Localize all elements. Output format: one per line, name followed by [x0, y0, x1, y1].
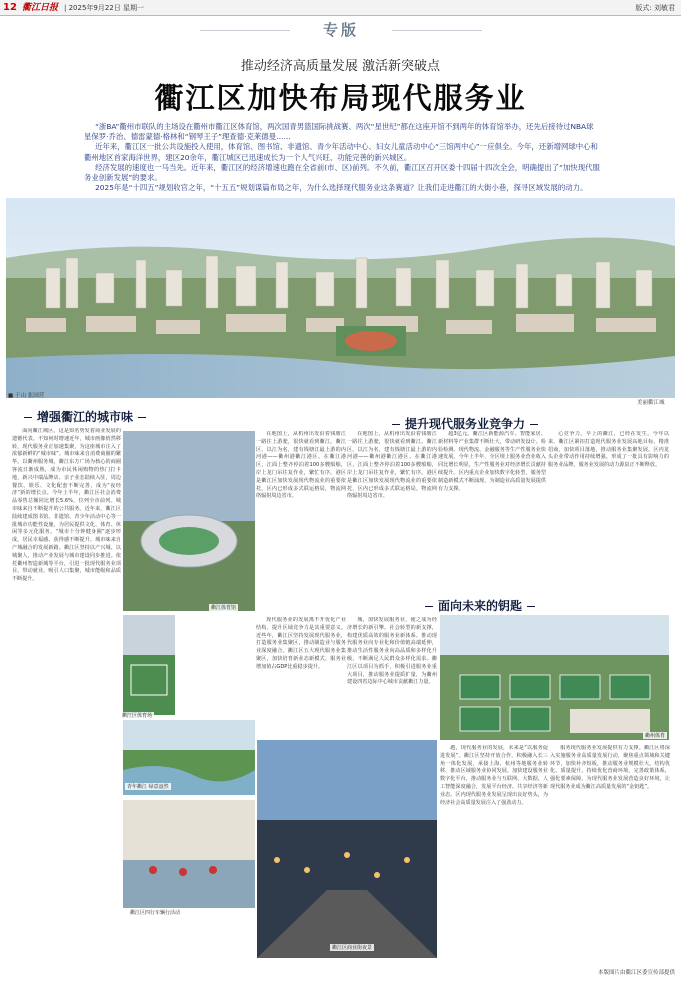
caption-sports-field: 衢江区体育场	[122, 713, 153, 719]
lead-paragraphs	[84, 122, 600, 193]
tag-rule-left	[200, 30, 290, 31]
body-column-5	[347, 431, 437, 591]
body-paragraph: 在地图上，从机州出发沿着钱塘江一路往上游驶，很快就看到衢江。衢江区，以江为名，建有钱塘江最上游的内河港——衢州港衢江港区。在衢江港区，江面上整齐停泊着100多艘船舶，岸上龙门吊往复作业，繁忙有序。港区是衢江区加快发展现代物流业的重要依托，区内已形成多式联运格局，物流网络辐射周边省市。	[256, 431, 346, 500]
issue-date: | 2025年9月22日 星期一	[64, 4, 144, 12]
column-tag: 专版	[322, 21, 359, 39]
headline: 衢江区加快布局现代服务业	[154, 81, 527, 115]
kicker: 推动经济高质量发展 激活新突破点	[240, 59, 441, 74]
body-paragraph: 心竞争力。早上的衢江，已经在发生。今年以来，衢江区紧扣打造现代服务业发展高地目标，精准招商，加快项目落地，推动服务业集聚发展。区内龙头企业带动作用持续增强，形成了一批具有影响力的服务业品牌，服务业发展的动力源泉正不断释放。	[548, 431, 669, 469]
page-header	[0, 0, 681, 16]
page-number: 12	[3, 2, 17, 13]
photo-night-street	[257, 740, 437, 958]
caption-tennis-center: 衢州体育	[645, 733, 666, 739]
body-column-7	[548, 431, 669, 611]
section-title-future-key: 面向未来的钥匙	[410, 597, 550, 614]
body-paragraph: 在地图上，从机州出发沿着钱塘江一路往上游驶，很快就看到衢江。衢江区，以江为名，建有钱塘江最上游的内河港——衢州港衢江港区。在衢江港区，江面上整齐停泊着100多艘船舶，岸上龙门吊往复作业，繁忙有序。港区是衢江区加快发展现代物流业的重要依托，区内已形成多式联运格局，物流网络辐射周边省市。	[347, 431, 437, 500]
main-aerial-photo	[6, 198, 675, 398]
editor-credit: 版式: 刘敏君	[635, 4, 675, 12]
body-paragraph: 超3亿元。衢江区新能源汽车、智能家居、新材料等产业集群不断壮大，带动研发设计、检验检测、现代物流、金融服务等生产性服务业快速发展。今年上半年，全区规上服务业营业收入同比增长明显，生产性服务业对经济增长贡献持续提升。区内重点企业加快数字化转型，服务型制造新模式不断涌现，为制造业高质量发展提供有力支撑。	[438, 431, 546, 492]
body-paragraph: 面向衢江城区，这是知名势发着商业发展的遗憾代表。不知何时增速近年，城市画像悄然移转，现代服务业正加速集聚，为这座城市注入了浓郁新鲜的“城市味”。城市味来自消费商圈的繁华。以衢州服务城，衢江东方广场为核心的商圈客流日渐成熟，成为市民休闲购物的热门打卡地，新兴中端品牌店、亲子业态陆续入驻，周边餐饮、娱乐、文化配套不断完善，成为“夜经济”新的增长点。今年上半年，衢江区社会消费品零售总额同比增长5.6%，位列全市前列。城市味来自不断提升的公共服务。近年来，衢江区陆续建成图书馆、非遗馆、青少年活动中心等一批城市功能性设施，为居民提供文化、体育、休闲等多元化服务。“城市十分钟健身圈”逐步形成，居民幸福感、获得感不断提升。城市味来自产城融合的发展新路。衢江区坚持以产兴城、以城聚人，推动产业发展与城市建设同步推进。依托衢州智造新城等平台，引进一批现代服务业项目，带动就业，吸引人口集聚，城市能级和品质不断提升。	[12, 428, 121, 583]
body-column-2	[256, 431, 346, 609]
paper-name: 衢江日报	[22, 3, 59, 13]
photo-caption: 美丽衢江城	[637, 400, 665, 406]
tag-rule-right	[392, 30, 482, 31]
caption-greenery: 青年衢江 绿意盎然	[127, 784, 169, 790]
caption-activities: 衢江区四行车辆行活动	[130, 910, 181, 916]
photo-sports-field	[123, 615, 175, 715]
footer-photo-credit: 本版图片由衢江区委宣传部提供	[597, 970, 675, 976]
lead-paragraph: 2025年是“十四五”规划收官之年，“十五五”规划谋篇布局之年，为什么选择现代服务业这条赛道？让我们走进衢江的大街小巷，探寻区域发展的动力。	[95, 183, 588, 193]
body-column-1	[12, 428, 121, 968]
lead-paragraph: 近年来，衢江区一批公共设施投入使用，体育馆、图书馆、非遗馆、青少年活动中心、妇女儿童活动中心“三馆两中心”一应俱全。今年，还新增网球中心和衢州地区首家海洋世界，建区20余年，衢江城区已迅速成长为一个人气兴旺、功能完善的新兴城区。	[84, 142, 598, 162]
section-title-competitiveness: 提升现代服务业竞争力	[375, 415, 555, 432]
photo-credit: ■ 于山 张国营	[8, 393, 45, 399]
photo-stadium	[123, 431, 255, 611]
body-paragraph: 越，现代服务业的发展，未来是“以服务促进发展”。衢江区坚持开放合作，积极融入长三角一体化发展，承接上海、杭州等地服务业转移，推动区域服务业协同发展。加快建设服务业数字化平台，推动服务业与互联网、大数据、人工智能深度融合，发展平台经济、共享经济等新业态。区内现代服务业发展呈现出良好势头，为经济社会高质量发展注入了强劲动力。	[440, 745, 548, 806]
caption-stadium: 衢江体育馆	[211, 605, 237, 611]
body-paragraph: 服务现代服务业发展提供有力支撑。衢江区将深入实施服务业高质量发展行动，聚焦重点领域和关键环节，加快补齐短板，推动服务业规模壮大、结构优化、质量提升。持续优化营商环境，完善政策体系，强化要素保障，为现代服务业发展营造良好环境，让现代服务业成为衢江高质量发展的“金钥匙”。	[550, 745, 670, 790]
lead-paragraph: 经济发展的速度也一马当先。近年来，衢江区的经济增速也跑在全省前(市、区)前列。不久前，衢江区召开区委十四届十四次全会，明确提出了“加快现代服务业创新发展”的要求。	[84, 162, 600, 183]
photo-tennis-center	[440, 615, 669, 740]
photo-activities	[123, 800, 255, 908]
body-column-9	[550, 745, 670, 965]
lead-paragraph: “浙BA”衢州市联队的主场设在衢州市衢江区体育馆，两次国青男篮国际挑战赛、两次“星世纪”都在这座开馆不到两年的体育馆举办，还先后接待过NBA球星保罗·乔治、德雷蒙德·格林和“钢琴王子”理查德·克莱德曼……	[84, 122, 594, 142]
body-paragraph: 城，加快发展服务业，使之成为经济增长的新引擎。社会转型的新支撑，构建优质高效的服务业新体系。推动现代服务业向专业化和价值链高端延伸，推动生活性服务业向高品质和多样化升级，不断满足人民群众多样化需求。衢江区以项目为抓手，积极引进服务业重大项目，推动服务业提质扩量，为衢州建设四省边际中心城市贡献衢江力量。	[347, 617, 437, 686]
body-column-8	[440, 745, 548, 965]
body-column-6	[438, 431, 546, 591]
body-paragraph: 现代服务业的发展离不开优化产业结构，提升区域竞争力是其重要意义。近些年，衢江区坚持发展现代服务业，打造服务业集聚区，推动制造业与服务业深度融合。衢江区五大现代服务业集聚区，加快培育新业态新模式，服务业增加值占GDP比重稳步提升。	[256, 617, 346, 670]
section-title-city: 增强衢江的城市味	[10, 408, 160, 425]
caption-night-street: 衢江区商业街夜景	[332, 945, 373, 951]
